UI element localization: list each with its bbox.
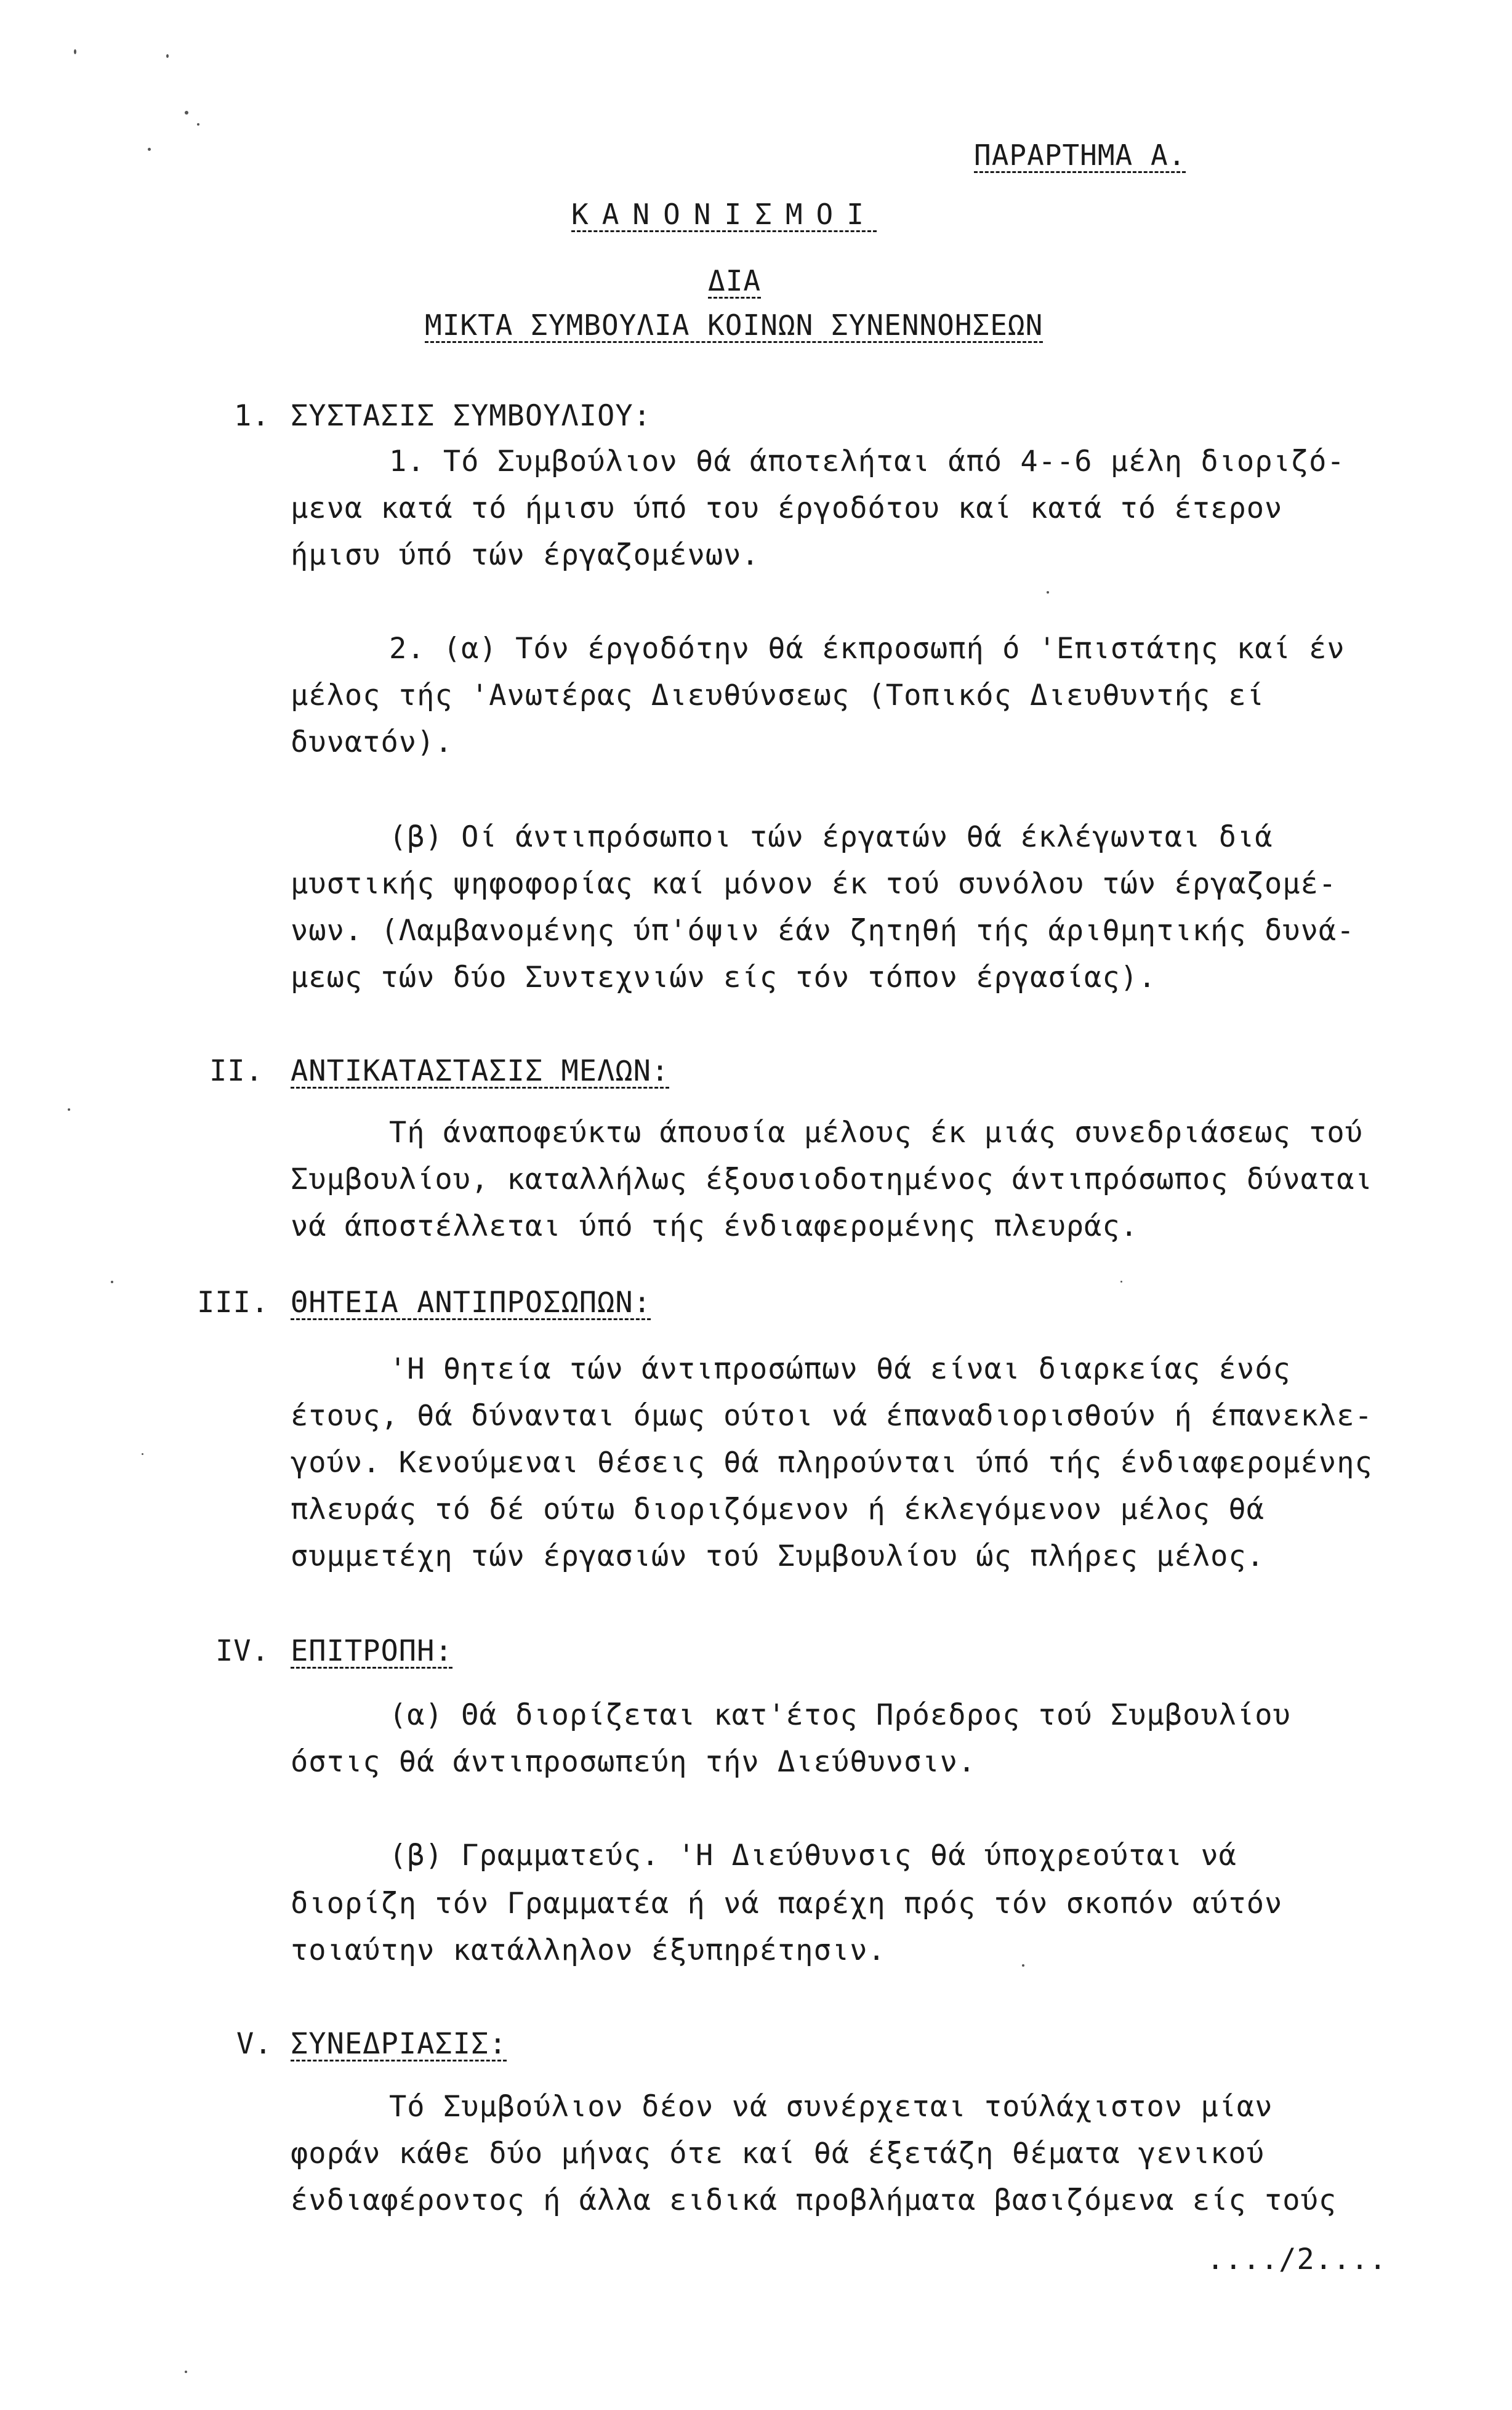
text-line: τοιαύτην κατάλληλον έξυπηρέτησιν. <box>291 1933 886 1967</box>
text-line: ένδιαφέροντος ή άλλα ειδικά προβλήματα βασιζόμενα είς τούς <box>291 2183 1337 2217</box>
text-line: φοράν κάθε δύο μήνας ότε καί θά έξετάζη θέματα γενικού <box>291 2137 1265 2170</box>
text-line: ήμισυ ύπό τών έργαζομένων. <box>291 538 760 572</box>
text-line: συμμετέχη τών έργασιών τού Συμβουλίου ώς πλήρες μέλος. <box>291 1539 1265 1573</box>
text-line: 1. Τό Συμβούλιον θά άποτελήται άπό 4--6 μέλη διοριζό- <box>389 445 1345 478</box>
section-title: ΘΗΤΕΙΑ ΑΝΤΙΠΡΟΣΩΠΩΝ: <box>291 1286 651 1320</box>
text-line: Συμβουλίου, καταλλήλως έξουσιοδοτημένος άντιπρόσωπος δύναται <box>291 1163 1373 1196</box>
text-line: (β) Οί άντιπρόσωποι τών έργατών θά έκλέγωνται διά <box>389 820 1273 854</box>
text-line: μυστικής ψηφοφορίας καί μόνον έκ τού συνόλου τών έργαζομέ- <box>291 867 1337 901</box>
text-line: πλευράς τό δέ ούτω διοριζόμενον ή έκλεγόμενον μέλος θά <box>291 1493 1265 1526</box>
document-subtitle: ΔΙΑ <box>708 264 762 297</box>
text-line: όστις θά άντιπροσωπεύη τήν Διεύθυνσιν. <box>291 1745 976 1779</box>
text-line: (β) Γραμματεύς. 'Η Διεύθυνσις θά ύποχρεούται νά <box>389 1839 1237 1872</box>
section-title: ΕΠΙΤΡΟΠΗ: <box>291 1634 453 1668</box>
section-number: III. <box>197 1286 270 1320</box>
text-line: 'Η θητεία τών άντιπροσώπων θά είναι διαρκείας ένός <box>389 1352 1291 1386</box>
text-line: διορίζη τόν Γραμματέα ή νά παρέχη πρός τόν σκοπόν αύτόν <box>291 1887 1283 1920</box>
section-number: V. <box>236 2027 273 2061</box>
text-line: νά άποστέλλεται ύπό τής ένδιαφερομένης πλευράς. <box>291 1209 1138 1243</box>
text-line: μεως τών δύο Συντεχνιών είς τόν τόπον έργασίας). <box>291 961 1157 994</box>
text-line: μενα κατά τό ήμισυ ύπό του έργοδότου καί κατά τό έτερον <box>291 491 1283 525</box>
section-number: IV. <box>215 1634 270 1668</box>
text-line: 2. (α) Τόν έργοδότην θά έκπροσωπή ό 'Επιστάτης καί έν <box>389 632 1345 666</box>
text-line: νων. (Λαμβανομένης ύπ'όψιν έάν ζητηθή τής άριθμητικής δυνά- <box>291 914 1355 948</box>
text-line: δυνατόν). <box>291 725 453 759</box>
page-continuation: ..../2.... <box>1207 2243 1387 2276</box>
text-line: μέλος τής 'Ανωτέρας Διευθύνσεως (Τοπικός Διευθυντής εί <box>291 679 1265 712</box>
section-number: 1. <box>234 399 270 433</box>
section-title: ΣΥΝΕΔΡΙΑΣΙΣ: <box>291 2027 507 2061</box>
text-line: Τό Συμβούλιον δέον νά συνέρχεται τούλάχιστον μίαν <box>389 2090 1273 2124</box>
section-title: ΣΥΣΤΑΣΙΣ ΣΥΜΒΟΥΛΙΟΥ: <box>291 399 651 433</box>
section-number: II. <box>209 1054 263 1088</box>
section-title: ΑΝΤΙΚΑΤΑΣΤΑΣΙΣ ΜΕΛΩΝ: <box>291 1054 670 1088</box>
text-line: (α) Θά διορίζεται κατ'έτος Πρόεδρος τού Συμβουλίου <box>389 1698 1291 1732</box>
text-line: Τή άναποφεύκτω άπουσία μέλους έκ μιάς συνεδριάσεως τού <box>389 1116 1364 1150</box>
text-line: έτους, θά δύνανται όμως ούτοι νά έπαναδιορισθούν ή έπανεκλε- <box>291 1399 1373 1433</box>
appendix-label: ΠΑΡΑΡΤΗΜΑ Α. <box>974 139 1186 172</box>
document-title: ΚΑΝΟΝΙΣΜΟΙ <box>571 198 877 231</box>
document-subtitle-2: ΜΙΚΤΑ ΣΥΜΒΟΥΛΙΑ ΚΟΙΝΩΝ ΣΥΝΕΝΝΟΗΣΕΩΝ <box>425 308 1044 342</box>
text-line: γούν. Κενούμεναι θέσεις θά πληρούνται ύπό τής ένδιαφερομένης <box>291 1446 1373 1480</box>
